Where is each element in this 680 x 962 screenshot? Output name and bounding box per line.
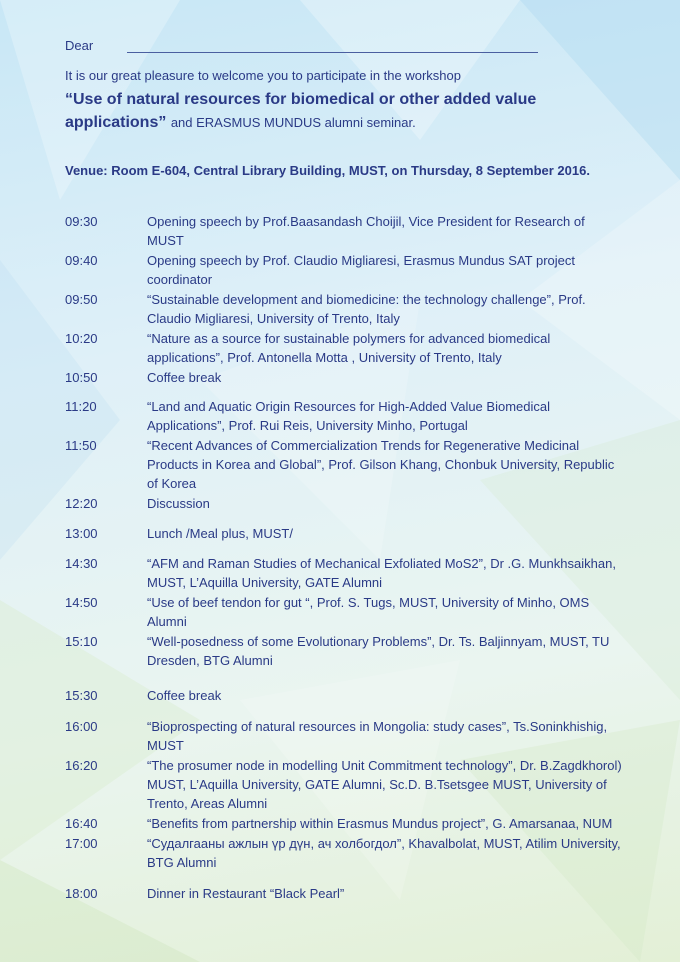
schedule-time: 09:30 — [65, 214, 98, 229]
schedule-text: “Land and Aquatic Origin Resources for High-Added Value Biomedical Applications”, Prof. Rui Reis, University Minho, Portugal — [147, 399, 550, 433]
schedule-item — [65, 756, 625, 813]
greeting: Dear — [65, 38, 94, 53]
schedule-time: 16:00 — [65, 719, 98, 734]
schedule-time: 17:00 — [65, 836, 98, 851]
schedule-item — [65, 524, 625, 543]
schedule-time: 12:20 — [65, 496, 98, 511]
schedule-text: “Use of beef tendon for gut “, Prof. S. Tugs, MUST, University of Minho, OMS Alumni — [147, 595, 590, 629]
schedule-text: “Судалгааны ажлын үр дүн, ач холбогдол”, Khavalbolat, MUST, Atilim University, BTG Alumni — [147, 836, 621, 870]
name-blank-line — [127, 52, 538, 53]
schedule-item — [65, 686, 625, 705]
schedule-item — [65, 368, 625, 387]
schedule-text: Lunch /Meal plus, MUST/ — [147, 526, 293, 541]
schedule-list — [65, 212, 625, 903]
schedule-item — [65, 290, 625, 328]
schedule-item — [65, 494, 625, 513]
schedule-item — [65, 397, 625, 435]
schedule-time: 11:50 — [65, 438, 97, 453]
schedule-item — [65, 884, 625, 903]
schedule-time: 16:20 — [65, 758, 98, 773]
schedule-time: 15:10 — [65, 634, 98, 649]
schedule-text: Coffee break — [147, 370, 222, 385]
schedule-text: Opening speech by Prof.Baasandash Choijil, Vice President for Research of MUST — [147, 214, 585, 248]
workshop-title — [65, 88, 625, 134]
schedule-time: 18:00 — [65, 886, 98, 901]
workshop-title-suffix: and ERASMUS MUNDUS alumni seminar. — [170, 115, 416, 130]
schedule-time: 10:20 — [65, 331, 98, 346]
schedule-text: Dinner in Restaurant “Black Pearl” — [147, 886, 345, 901]
schedule-item — [65, 436, 625, 493]
schedule-text: Coffee break — [147, 688, 222, 703]
schedule-text: “Bioprospecting of natural resources in Mongolia: study cases”, Ts.Soninkhishig, MUST — [147, 719, 608, 753]
schedule-item — [65, 251, 625, 289]
schedule-text: “The prosumer node in modelling Unit Commitment technology”, Dr. B.Zagdkhorol) MUST, L’Aquilla University, GATE Alumni, Sc.D. B.Tsetsgee MUST, University of Trento, Areas Alumni — [147, 758, 622, 811]
schedule-text: “Well-posedness of some Evolutionary Problems”, Dr. Ts. Baljinnyam, MUST, TU Dresden, BTG Alumni — [147, 634, 610, 668]
schedule-time: 10:50 — [65, 370, 98, 385]
schedule-item — [65, 717, 625, 755]
schedule-time: 11:20 — [65, 399, 97, 414]
schedule-text: Opening speech by Prof. Claudio Migliaresi, Erasmus Mundus SAT project coordinator — [147, 253, 575, 287]
venue-line: Venue: Room E-604, Central Library Building, MUST, on Thursday, 8 September 2016. — [65, 163, 590, 178]
schedule-time: 14:50 — [65, 595, 98, 610]
schedule-time: 13:00 — [65, 526, 98, 541]
workshop-title-main: “Use of natural resources for biomedical or other added value applications” — [65, 91, 537, 131]
schedule-item — [65, 212, 625, 250]
schedule-text: “AFM and Raman Studies of Mechanical Exfoliated MoS2”, Dr .G. Munkhsaikhan, MUST, L’Aquilla University, GATE Alumni — [147, 556, 616, 590]
schedule-item — [65, 632, 625, 670]
schedule-item — [65, 329, 625, 367]
schedule-time: 09:50 — [65, 292, 98, 307]
schedule-item — [65, 554, 625, 592]
schedule-text: “Nature as a source for sustainable polymers for advanced biomedical applications”, Prof. Antonella Motta , University of Trento, Italy — [147, 331, 551, 365]
schedule-item — [65, 814, 625, 833]
schedule-item — [65, 834, 625, 872]
schedule-text: Discussion — [147, 496, 210, 511]
intro-text: It is our great pleasure to welcome you to participate in the workshop — [65, 68, 461, 83]
schedule-text: “Benefits from partnership within Erasmus Mundus project”, G. Amarsanaa, NUM — [147, 816, 613, 831]
schedule-time: 15:30 — [65, 688, 98, 703]
schedule-time: 09:40 — [65, 253, 98, 268]
schedule-text: “Sustainable development and biomedicine: the technology challenge”, Prof. Claudio Migliaresi, University of Trento, Italy — [147, 292, 586, 326]
schedule-time: 16:40 — [65, 816, 98, 831]
schedule-item — [65, 593, 625, 631]
schedule-time: 14:30 — [65, 556, 98, 571]
schedule-text: “Recent Advances of Commercialization Trends for Regenerative Medicinal Products in Korea and Global”, Prof. Gilson Khang, Chonbuk University, Republic of Korea — [147, 438, 615, 491]
